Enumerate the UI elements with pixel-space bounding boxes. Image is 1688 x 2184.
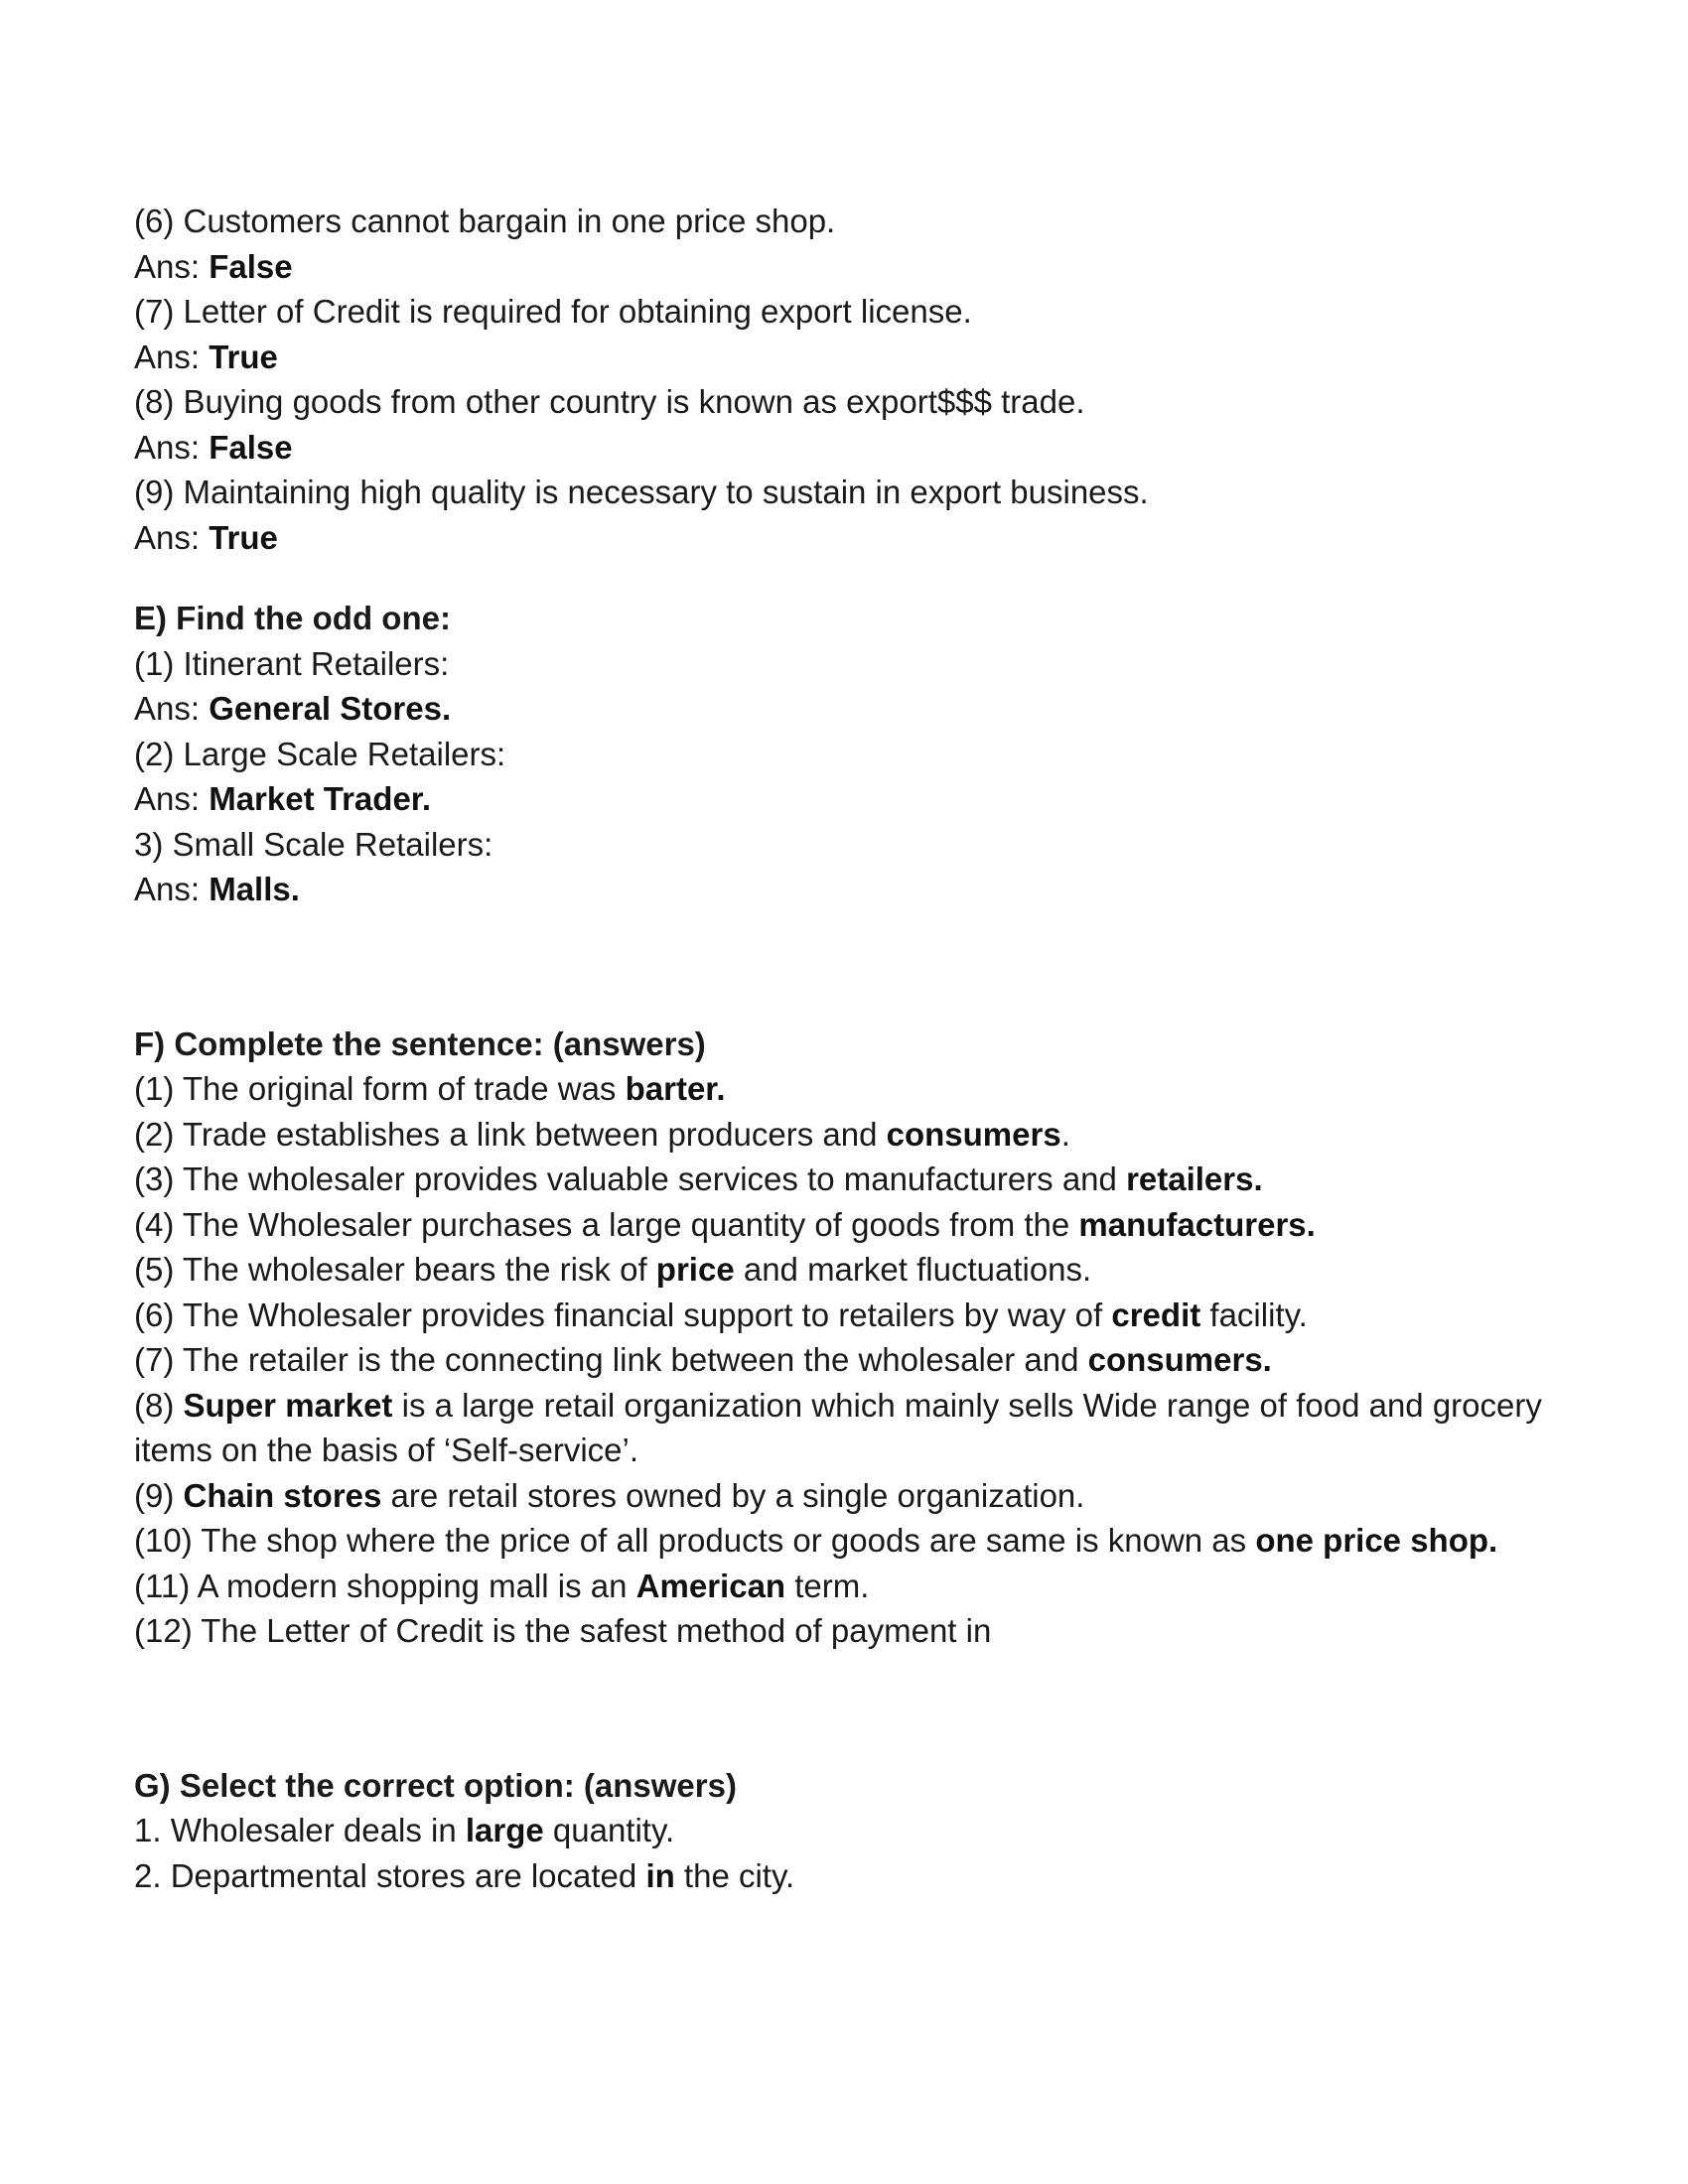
sentence-text: (7) The retailer is the connecting link between the wholesaler and	[134, 1341, 1088, 1378]
sentence-text: (4) The Wholesaler purchases a large quantity of goods from the	[134, 1205, 1079, 1243]
question-d6: (6) Customers cannot bargain in one price shop.	[134, 203, 836, 239]
sentence-answer: American	[635, 1567, 786, 1604]
sentence-answer: large	[465, 1812, 544, 1848]
answer-e3	[134, 867, 1564, 912]
sentence-text: is a large retail organization which mainly sells Wide range of food and grocery items on the basis of ‘Self-service’.	[134, 1386, 1542, 1468]
sentence-answer: credit	[1111, 1296, 1201, 1333]
option-g1	[134, 1808, 1564, 1853]
sentence-text: (2) Trade establishes a link between producers and	[134, 1115, 887, 1153]
section-g-correct-option	[134, 1763, 1564, 1899]
answer-label: Ans:	[134, 247, 210, 285]
sentence-f9	[134, 1473, 1564, 1519]
sentence-text: (11) A modern shopping mall is an	[134, 1567, 636, 1604]
spacer	[134, 560, 1564, 596]
answer-label: Ans:	[134, 871, 210, 907]
spacer	[134, 912, 1564, 1022]
sentence-answer: Chain stores	[183, 1476, 382, 1514]
section-f-complete-sentence	[134, 1022, 1564, 1654]
section-d-true-false	[134, 199, 1564, 560]
answer-value: Malls.	[209, 871, 300, 907]
sentence-text: (1) The original form of trade was	[134, 1070, 626, 1107]
question-d7: (7) Letter of Credit is required for obtaining export license.	[134, 293, 972, 330]
answer-e2	[134, 776, 1564, 822]
sentence-answer: manufacturers.	[1078, 1205, 1316, 1243]
answer-value: Market Trader.	[209, 780, 431, 817]
spacer	[134, 1654, 1564, 1763]
section-e-odd-one	[134, 596, 1564, 912]
sentence-f4	[134, 1202, 1564, 1248]
question-e1: (1) Itinerant Retailers:	[134, 644, 450, 682]
sentence-f7	[134, 1337, 1564, 1383]
sentence-text: 2. Departmental stores are located	[134, 1856, 646, 1894]
sentence-f6	[134, 1293, 1564, 1338]
answer-d7	[134, 335, 1564, 380]
sentence-text: 1. Wholesaler deals in	[134, 1812, 466, 1848]
answer-label: Ans:	[134, 428, 210, 466]
section-e-heading: E) Find the odd one:	[134, 600, 451, 636]
answer-value: True	[209, 338, 278, 375]
sentence-answer: Super market	[183, 1386, 393, 1424]
section-f-heading: F) Complete the sentence: (answers)	[134, 1024, 706, 1062]
question-e2: (2) Large Scale Retailers:	[134, 735, 506, 772]
answer-d6	[134, 244, 1564, 290]
sentence-f1	[134, 1066, 1564, 1112]
question-d9: (9) Maintaining high quality is necessary to sustain in export business.	[134, 474, 1149, 510]
sentence-answer: in	[645, 1856, 675, 1894]
sentence-text: (8)	[134, 1386, 184, 1424]
sentence-f5	[134, 1247, 1564, 1293]
sentence-f12	[134, 1608, 1564, 1654]
answer-label: Ans:	[134, 518, 210, 556]
answer-d9	[134, 515, 1564, 561]
section-g-heading: G) Select the correct option: (answers)	[134, 1766, 737, 1804]
sentence-text: (6) The Wholesaler provides financial support to retailers by way of	[134, 1296, 1112, 1333]
question-e3: 3) Small Scale Retailers:	[134, 825, 493, 863]
sentence-f8	[134, 1383, 1564, 1473]
sentence-text: term.	[785, 1567, 870, 1604]
sentence-text: .	[1060, 1115, 1070, 1153]
answer-value: True	[209, 518, 278, 556]
sentence-f2	[134, 1112, 1564, 1158]
sentence-text: quantity.	[543, 1812, 675, 1848]
question-d8: (8) Buying goods from other country is known as export$$$ trade.	[134, 383, 1085, 420]
sentence-text: facility.	[1200, 1296, 1308, 1333]
answer-label: Ans:	[134, 780, 210, 817]
sentence-answer: one price shop.	[1255, 1522, 1498, 1559]
sentence-answer: barter.	[625, 1070, 726, 1107]
sentence-text: and market fluctuations.	[734, 1251, 1092, 1288]
sentence-text: (5) The wholesaler bears the risk of	[134, 1251, 656, 1288]
sentence-answer: price	[655, 1251, 735, 1288]
sentence-f3	[134, 1157, 1564, 1202]
sentence-f11	[134, 1564, 1564, 1609]
sentence-text: are retail stores owned by a single organization.	[381, 1476, 1085, 1514]
sentence-text: (9)	[134, 1476, 184, 1514]
answer-e1	[134, 686, 1564, 732]
answer-d8	[134, 425, 1564, 471]
answer-label: Ans:	[134, 338, 210, 375]
sentence-answer: retailers.	[1126, 1160, 1263, 1197]
option-g2	[134, 1853, 1564, 1899]
sentence-text: (3) The wholesaler provides valuable services to manufacturers and	[134, 1160, 1127, 1197]
sentence-text: (10) The shop where the price of all products or goods are same is known as	[134, 1522, 1256, 1559]
sentence-f10	[134, 1518, 1564, 1564]
document-page	[134, 199, 1564, 1898]
answer-label: Ans:	[134, 690, 210, 727]
sentence-answer: consumers.	[1087, 1341, 1272, 1378]
sentence-text: the city.	[674, 1856, 795, 1894]
answer-value: False	[209, 247, 293, 285]
sentence-answer: consumers	[886, 1115, 1061, 1153]
answer-value: General Stores.	[209, 690, 452, 727]
answer-value: False	[209, 428, 293, 466]
sentence-text: (12) The Letter of Credit is the safest method of payment in	[134, 1612, 992, 1649]
